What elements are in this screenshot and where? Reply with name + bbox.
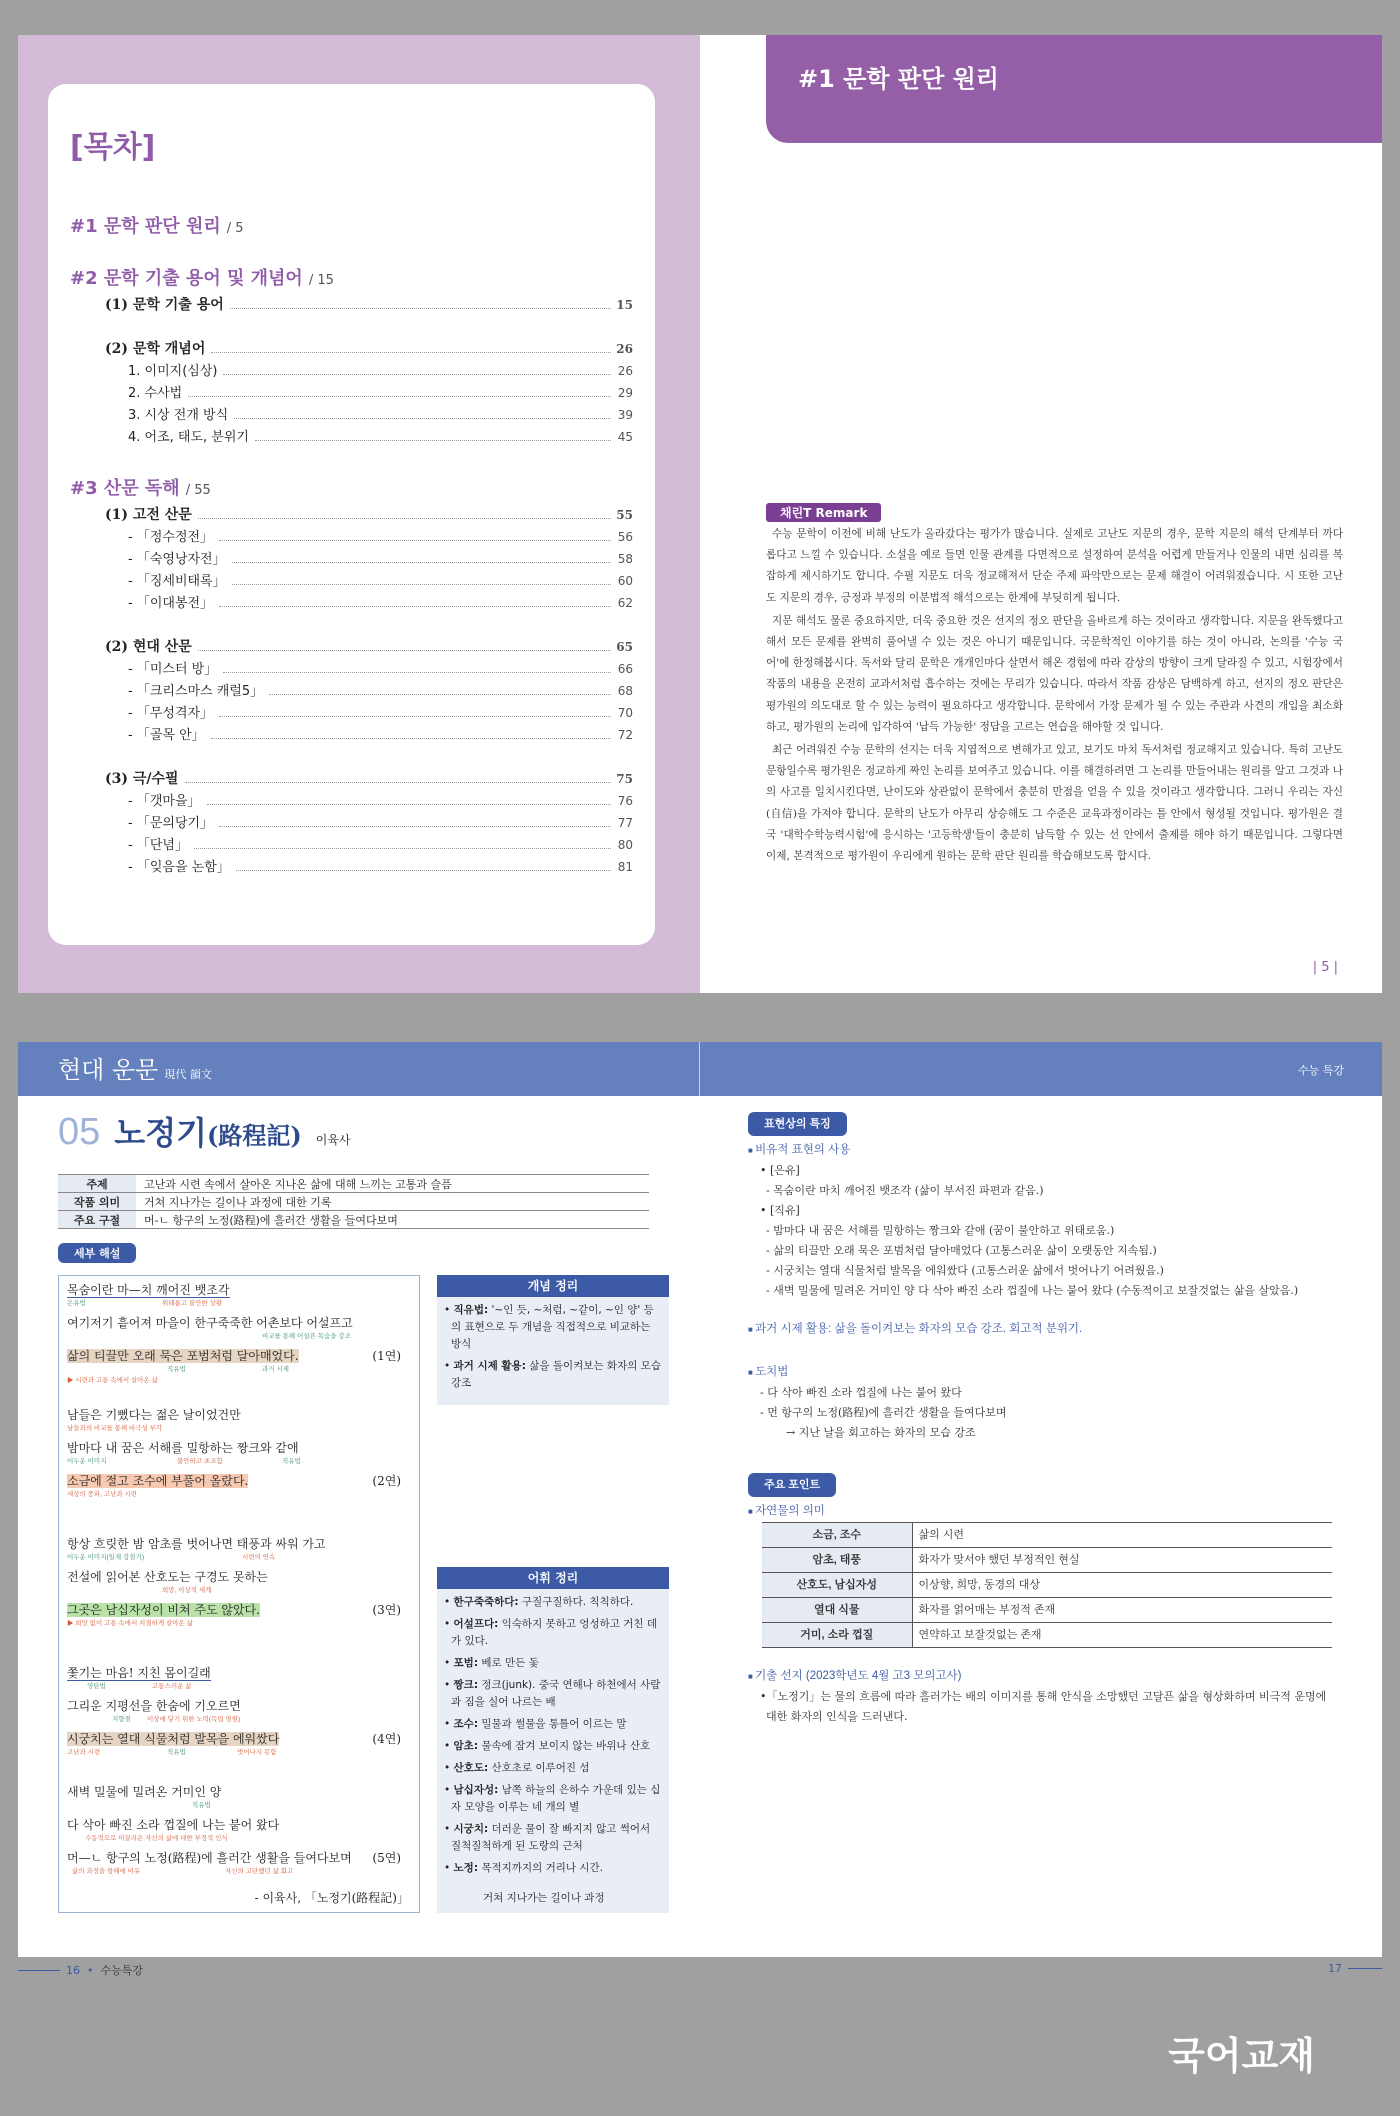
glossary-item: • 남십자성: 남쪽 하늘의 은하수 가운데 있는 십자 모양을 이루는 네 개의 별 [444, 1784, 661, 1813]
key-points-badge: 주요 포인트 [748, 1473, 836, 1497]
detail-badge: 세부 해설 [58, 1243, 136, 1263]
expression-badge: 표현상의 특징 [748, 1112, 847, 1136]
info-key: 작품 의미 [58, 1193, 136, 1211]
poem-line: 그리운 지평선을 한숨에 기오르면 [67, 1699, 241, 1713]
spread-toc-page5 [18, 35, 1382, 993]
footer-page-number: 17 [1328, 1962, 1342, 1975]
toc-entry[interactable]: - 「무성격자」 70 [128, 706, 633, 721]
chapter-title: #1 문학 판단 원리 [798, 65, 999, 93]
glossary-item: • 한구죽죽하다: 구질구질하다. 칙칙하다. [444, 1596, 634, 1608]
vocab-list [437, 1589, 669, 1890]
toc-entry[interactable]: - 「단념」 80 [128, 838, 633, 853]
toc-entry[interactable]: - 「정수정전」 56 [128, 530, 633, 545]
poem-box: 목숨이란 마—치 깨어진 뱃조각 은유법 위태롭고 불안한 상황 여기저기 흩어져 마을이 한구죽죽한 어촌보다 어설프고 비교를 통해 어설픈 목숨을 강조 삶의 티끌만 오래 묵은 포범처럼 달아매었다. (1연) 직유법 과거 시제 ▶ 시련과 고통 속에서 살아온 삶 남들은 기뻤다는 젊은 날이었건만 남들과의 비교를 통해 비극성 부각 밤마다 내 꿈은 서해를 밀항하는 짱크와 같애 어두운 이미지 불안하고 초조함 직유법 소금에 절고 조수에 부풀어 올랐다. (2연) 세상의 풍파, 고난과 시련 항상 흐릿한 밤 암초를 벗어나면 태풍과 싸워 가고 어두운 이미지(일제 강점기) 시련의 연속 전설에 읽어본 산호도는 구경도 못하는 희망, 이상적 세계 그곳은 남십자성이 비쳐 주도 않았다. (3연) ▶ 희망 없이 고통 속에서 처절하게 살아온 삶 쫓기는 마음! 지친 몸이길래 영탄법 고통스러운 삶 그리운 지평선을 한숨에 기오르면 지향점 이상에 닿기 위한 노력(독립 염원) 시궁치는 열대 식물처럼 발목을 에워쌌다 (4연) 고난과 시련 직유법 벗어나지 못함 새벽 밀물에 밀려온 거미인 양 직유법 다 삭아 빠진 소라 껍질에 나는 붙어 왔다 수동적으로 이끌려온 자신의 삶에 대한 부정적 인식 머—ㄴ 항구의 노정(路程)에 흘러간 생활을 들여다보며 (5연) 삶의 과정을 항해에 비유 자신의 고단했던 삶 회고 - 이육사, 「노정기(路程記)」 [58, 1275, 420, 1913]
poem-line: 쫓기는 마음! 지친 몸이길래 [67, 1666, 211, 1680]
work-info-table [58, 1174, 649, 1229]
toc-entry[interactable]: - 「크리스마스 캐럴5」 68 [128, 684, 633, 699]
glossary-item: • 짱크: 정크(junk). 중국 연해나 하천에서 사람과 짐을 실어 나르는 배 [444, 1679, 661, 1708]
toc-entry[interactable]: - 「잊음을 논함」 81 [128, 860, 633, 875]
poem-line: 그곳은 남십자성이 비쳐 주도 않았다. (3연) [67, 1603, 401, 1617]
poem-line: 목숨이란 마—치 깨어진 뱃조각 [67, 1283, 230, 1297]
exam-heading: ■ 기출 선지 (2023학년도 4월 고3 모의고사) [748, 1666, 1338, 1687]
page-16 [18, 1042, 700, 1977]
toc-entry[interactable]: (3) 극/수필 75 [105, 771, 633, 787]
toc-entry[interactable]: - 「문의당기」 77 [128, 816, 633, 831]
page-footer: 16 • 수능특강 [18, 1962, 143, 1978]
toc-section-heading[interactable]: #1 문학 판단 원리 / 5 [70, 216, 244, 237]
table-row: 암초, 태풍 화자가 맞서야 했던 부정적인 현실 [762, 1548, 1332, 1573]
watermark-text: 국어교재 [1168, 2034, 1315, 2078]
poem-line: 여기저기 흩어져 마을이 한구죽죽한 어촌보다 어설프고 [67, 1316, 353, 1330]
page-17 [700, 1042, 1382, 1975]
toc-entry[interactable]: 1. 이미지(심상) 26 [128, 364, 633, 379]
page-5 [700, 35, 1382, 993]
glossary-item: • 포범: 베로 만든 돛 [444, 1657, 539, 1669]
work-author: 이육사 [315, 1133, 351, 1147]
glossary-item: • 조수: 밀물과 썰물을 통틀어 이르는 말 [444, 1718, 627, 1730]
poem-line: 삶의 티끌만 오래 묵은 포범처럼 달아매었다. (1연) [67, 1349, 401, 1363]
poem-line: 전설에 읽어본 산호도는 구경도 못하는 [67, 1570, 268, 1584]
table-row: 소금, 조수 삶의 시련 [762, 1523, 1332, 1548]
remark-paragraph: 수능 문학이 이전에 비해 난도가 올라갔다는 평가가 많습니다. 실제로 고난도 지문의 경우, 문학 지문의 해석 단계부터 까다롭다고 느낄 수 있습니다. 소설을 예로 들면 인물 관계를 다면적으로 설정하여 분석을 어렵게 만들거나 인물의 내면 심리를 복잡하게 제시하기도 합니다. 수필 지문도 더욱 정교해져서 단순 주제 파악만으로는 문제 해결이 어려워졌습니다. 시 또한 고난도 지문의 경우, 긍정과 부정의 이분법적 해석으로는 한계에 부딪히게 됩니다. [766, 528, 1343, 604]
remark-paragraph: 최근 어려워진 수능 문학의 선지는 더욱 지엽적으로 변해가고 있고, 보기도 마치 독서처럼 정교해지고 있습니다. 특히 고난도 문항일수록 평가원은 정교하게 짜인 논리를 보여주고 있습니다. 이를 해결하려면 그 논리를 만들어내는 원리를 알고 그것과 나의 사고를 일치시킨다면, 난이도와 상관없이 문학에서 충분히 만점을 얻을 수 있을 것이라고 생각합니다. 그러니 우리는 자신(自信)을 가져야 합니다. 문학의 난도가 아무리 상승해도 그 수준은 교육과정이라는 틀 안에서 형성될 것입니다. 평가원은 결국 '대학수학능력시험'에 응시하는 '고등학생'들이 충분히 납득할 수 있는 선 안에서 출제를 해야 하기 때문입니다. 그렇다면 이제, 본격적으로 평가원이 우리에게 원하는 문학 판단 원리를 학습해보도록 합시다. [766, 744, 1343, 863]
info-key: 주제 [58, 1175, 136, 1193]
toc-body [70, 212, 633, 878]
page-number: | 5 | [1312, 960, 1338, 975]
glossary-item: • 어설프다: 익숙하지 못하고 엉성하고 거친 데가 있다. [444, 1618, 658, 1647]
expression-section: 표현상의 특징 ■ 비유적 표현의 사용 • [은유] - 목숨이란 마치 깨어진 뱃조각 (삶이 부서진 파편과 같음.) • [직유] - 밤마다 내 꿈은 서해를 밀항하는 짱크와 같애 (꿈이 불안하고 위태로움.) - 삶의 티끌만 오래 묵은 포범처럼 달아매었다 (고통스러운 삶이 오랫동안 지속됨.) - 시궁치는 열대 식물처럼 발목을 에워쌌다 (고통스러운 삶에서 벗어나기 어려웠음.) - 새벽 밀물에 밀려온 거미인 양 다 삭아 빠진 소라 껍질에 나는 붙어 왔다 (수동적이고 보잘것없는 삶을 살았음.) ■ 과거 시제 활용: 삶을 돌이켜보는 화자의 모습 강조. 회고적 분위기. ■ 도치법 - 다 삭아 빠진 소라 껍질에 나는 붙어 왔다 - 먼 항구의 노정(路程)에 흘러간 생활을 들여다보며 → 지난 날을 회고하는 화자의 모습 강조 주요 포인트 ■ 자연물의 의미 소금, 조수 삶의 시련 암초, 태풍 화자가 맞서야 했던 부정적인 현실 산호도, 남십자성 이상향, 희망, 동경의 대상 열대 식물 화자를 얽어매는 부정적 존재 거미, 소라 껍질 연약하고 보잘것없는 존재 ■ 기출 선지 (2023학년도 4월 고3 모의고사) •「노정기」는 물의 흐름에 따라 흘러가는 배의 이미지를 통해 안식을 소망했던 고달픈 삶을 형상화하며 비극적 운명에 대한 화자의 인식을 드러낸다. [748, 1112, 1338, 1727]
toc-entry[interactable]: (2) 문학 개념어 26 [105, 341, 633, 357]
toc-entry[interactable]: - 「골목 안」 72 [128, 728, 633, 743]
toc-entry[interactable]: - 「이대봉전」 62 [128, 596, 633, 611]
concept-list [437, 1297, 669, 1405]
toc-entry[interactable]: (2) 현대 산문 65 [105, 639, 633, 655]
band-book-title: 수능 특강 [1297, 1064, 1344, 1077]
nature-meaning-table [762, 1522, 1332, 1648]
glossary-item: • 산호도: 산호초로 이루어진 섬 [444, 1762, 590, 1774]
toc-title: [목차] [70, 130, 156, 165]
toc-entry[interactable]: - 「징세비태록」 60 [128, 574, 633, 589]
glossary-item: • 암초: 물속에 잠겨 보이지 않는 바위나 산호 [444, 1740, 651, 1752]
info-value: 고난과 시련 속에서 살아온 지나온 삶에 대해 느끼는 고통과 슬픔 [136, 1175, 649, 1193]
toc-section-heading[interactable]: #3 산문 독해 / 55 [70, 478, 211, 499]
poem-line: 소금에 절고 조수에 부풀어 올랐다. (2연) [67, 1474, 401, 1488]
toc-card [48, 84, 655, 945]
glossary-item: • 과거 시제 활용: 삶을 돌이켜보는 화자의 모습 강조 [444, 1360, 661, 1389]
footer-page-number: 16 [66, 1963, 80, 1977]
glossary-item: • 시궁치: 더러운 물이 잘 빠지지 않고 썩어서 질척질척하게 된 도랑의 근처 [444, 1823, 651, 1852]
toc-entry[interactable]: - 「숙영낭자전」 58 [128, 552, 633, 567]
work-title [58, 1108, 351, 1154]
past-tense-heading: ■ 과거 시제 활용: 삶을 돌이켜보는 화자의 모습 강조. 회고적 분위기. [748, 1319, 1338, 1340]
remark-badge: 채린T Remark [766, 503, 881, 522]
table-row: 열대 식물 화자를 얽어매는 부정적 존재 [762, 1598, 1332, 1623]
footer-book-title: 수능특강 [100, 1964, 144, 1977]
section-banner [700, 1042, 1382, 1096]
info-key: 주요 구절 [58, 1211, 136, 1229]
toc-entry[interactable]: 4. 어조, 태도, 분위기 45 [128, 430, 633, 445]
toc-entry[interactable]: 2. 수사법 29 [128, 386, 633, 401]
poem-line: 머—ㄴ 항구의 노정(路程)에 흘러간 생활을 들여다보며 (5연) [67, 1851, 401, 1865]
inversion-heading: ■ 도치법 [748, 1362, 1338, 1383]
vocab-extra: 거쳐 지나가는 길이나 과정 [483, 1892, 605, 1904]
toc-page [18, 35, 700, 993]
exam-option-text: •「노정기」는 물의 흐름에 따라 흘러가는 배의 이미지를 통해 안식을 소망했던 고달픈 삶을 형상화하며 비극적 운명에 대한 화자의 인식을 드러낸다. [760, 1690, 1327, 1723]
glossary-item: • 직유법: '~인 듯, ~처럼, ~같이, ~인 양' 등의 표현으로 두 개념을 직접적으로 비교하는 방식 [444, 1304, 654, 1350]
nature-heading: ■ 자연물의 의미 [748, 1501, 1338, 1522]
vocab-box [437, 1567, 669, 1913]
vocab-box-title: 어휘 정리 [437, 1567, 669, 1589]
info-value: 거쳐 지나가는 길이나 과정에 대한 기록 [136, 1193, 649, 1211]
work-title-korean: 노정기 [114, 1114, 208, 1152]
toc-section-heading[interactable]: #2 문학 기출 용어 및 개념어 / 15 [70, 268, 334, 289]
concept-box [437, 1275, 669, 1405]
toc-entry[interactable]: (1) 문학 기출 용어 15 [105, 297, 633, 313]
poem-line: 남들은 기뻤다는 젊은 날이었건만 [67, 1408, 241, 1422]
poem-line: 다 삭아 빠진 소라 껍질에 나는 붙어 왔다 [67, 1818, 280, 1832]
poem-line: 새벽 밀물에 밀려온 거미인 양 [67, 1785, 222, 1799]
glossary-item: • 노정: 목적지까지의 거리나 시간. [444, 1862, 603, 1874]
concept-box-title: 개념 정리 [437, 1275, 669, 1297]
toc-entry[interactable]: - 「갯마을」 76 [128, 794, 633, 809]
poem-source: - 이육사, 「노정기(路程記)」 [254, 1891, 409, 1905]
poem-line: 밤마다 내 꿈은 서해를 밀항하는 짱크와 같애 [67, 1441, 299, 1455]
table-row: 산호도, 남십자성 이상향, 희망, 동경의 대상 [762, 1573, 1332, 1598]
page-divider [699, 1042, 700, 1096]
toc-entry[interactable]: 3. 시상 전개 방식 39 [128, 408, 633, 423]
remark-paragraph: 지문 해석도 물론 중요하지만, 더욱 중요한 것은 선지의 정오 판단을 올바르게 하는 것이라고 생각합니다. 지문을 완독했다고 해서 모든 문제를 완벽히 풀어낼 수 있는 것은 아니기 때문입니다. 국문학적인 이야기를 하는 것이 아니라, 논의를 '수능 국어'에 한정해봅시다. 독서와 달리 문학은 개개인마다 살면서 해온 경험에 따라 감상의 방향이 크게 달라질 수 있고, 시험장에서 작품의 내용을 온전히 교과서처럼 흡수하는 것에는 무리가 있습니다. 따라서 작품 감상은 담백하게 하고, 선지의 정오 판단은 평가원의 의도대로 할 수 있는 능력이 필요하다고 생각합니다. 문학에서 가장 문제가 될 수 있는 주관과 사견의 개입을 최소화하고, 평가원의 논리에 입각하여 '납득 가능한' 정답을 고르는 연습을 해야할 것 입니다. [766, 614, 1343, 733]
info-value: 머-ㄴ 항구의 노정(路程)에 흘러간 생활을 들여다보며 [136, 1211, 649, 1229]
metaphor-heading: ■ 비유적 표현의 사용 [748, 1140, 1338, 1161]
section-title: 현대 운문 [58, 1056, 159, 1084]
toc-entry[interactable]: - 「미스터 방」 66 [128, 662, 633, 677]
page-footer [1328, 1962, 1382, 1975]
table-row: 거미, 소라 껍질 연약하고 보잘것없는 존재 [762, 1623, 1332, 1648]
remark-section [766, 502, 1343, 867]
spread-page16-17 [18, 1042, 1382, 1977]
poem-line: 항상 흐릿한 밤 암초를 벗어나면 태풍과 싸워 가고 [67, 1537, 326, 1551]
section-hanja: 現代 韻文 [164, 1068, 212, 1081]
section-banner [18, 1042, 700, 1096]
work-title-hanja: (路程記) [207, 1121, 302, 1150]
poem-line: 시궁치는 열대 식물처럼 발목을 에워쌌다 (4연) [67, 1732, 401, 1746]
toc-entry[interactable]: (1) 고전 산문 55 [105, 507, 633, 523]
work-number: 05 [58, 1111, 101, 1153]
chapter-banner [766, 35, 1382, 143]
